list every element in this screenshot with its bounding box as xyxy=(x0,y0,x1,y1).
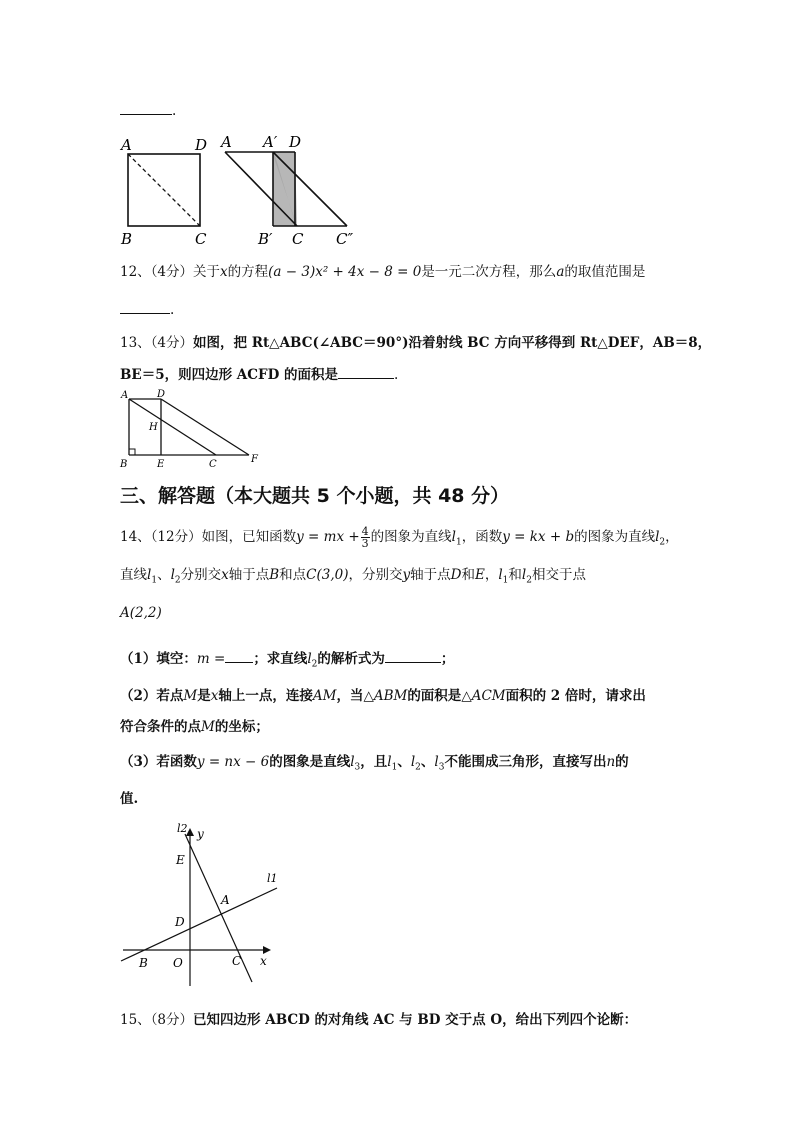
diagonal-ac xyxy=(128,154,200,226)
label-E: E xyxy=(176,853,185,867)
label-C: C xyxy=(195,230,207,248)
label-l2: l2 xyxy=(177,822,188,835)
x-axis-arrow xyxy=(263,946,271,954)
q15-text: 15、（8分）已知四边形 ABCD 的对角线 AC 与 BD 交于点 O，给出下列四个论断： xyxy=(120,1012,638,1028)
label-D: D xyxy=(195,136,208,154)
label-O: O xyxy=(173,956,183,970)
q14-part3-line1: （3）若函数y = nx − 6的图象是直线$l_3$，且$l_1$、$l_2$、$l_3$不能围成三角形，直接写出n的 xyxy=(120,754,629,773)
fraction-4-3: $\frac{4}{3}$ xyxy=(361,525,369,550)
answer-blank xyxy=(120,100,172,115)
right-angle-mark xyxy=(129,449,135,455)
q11-figure xyxy=(115,130,365,250)
label-A-prime: A′ xyxy=(263,133,278,151)
q13-figure xyxy=(115,387,275,473)
label-l1: l1 xyxy=(267,872,278,885)
label-D: D xyxy=(175,915,185,929)
label-C-double-prime: C″ xyxy=(336,230,354,248)
q12-text: 12、（4分）关于x的方程(a − 3)x² + 4x − 8 = 0是一元二次方程，那么a的取值范围是 xyxy=(120,264,646,280)
q14-line1: 14、（12分）如图，已知函数y = mx + $\frac{4}{3}$ 的图象为直线$l_1$，函数y = kx + b的图象为直线$l_2$， xyxy=(120,525,679,550)
q14-part1: （1）填空：m = ；求直线$l_2$的解析式为 ； xyxy=(120,648,454,675)
label-y: y xyxy=(197,827,204,841)
q11-answer-line: . xyxy=(120,100,176,121)
label-D2: D xyxy=(289,133,302,151)
answer-blank xyxy=(338,364,394,379)
answer-blank-m xyxy=(225,648,253,663)
label-C2: C xyxy=(292,230,304,248)
label-A2: A xyxy=(221,133,232,151)
label-C: C xyxy=(232,954,242,968)
q14-part3-line2: 值. xyxy=(120,791,139,807)
label-B-prime: B′ xyxy=(258,230,273,248)
q13-line1: 13、（4分）如图，把 Rt△ABC(∠ABC＝90°)沿着射线 BC 方向平移得到 Rt△DEF，AB＝8， xyxy=(120,335,712,351)
label-A: A xyxy=(121,136,132,154)
label-B: B xyxy=(139,956,148,970)
q13-line2: BE＝5，则四边形 ACFD 的面积是 . xyxy=(120,364,398,385)
q14-line2: 直线$l_1$、$l_2$分别交x轴于点B和点C(3,0)，分别交y轴于点D和E，$l_1$和$l_2$相交于点 xyxy=(120,567,586,586)
label-D: D xyxy=(157,389,166,400)
line-l2 xyxy=(185,834,252,982)
label-E: E xyxy=(157,459,165,470)
section-heading: 三、解答题（本大题共 5 个小题，共 48 分） xyxy=(120,485,510,507)
q14-line3 xyxy=(120,603,162,623)
q14-part2-line1: （2）若点M是x轴上一点，连接AM，当△ABM的面积是△ACM面积的 2 倍时，请求出 xyxy=(120,688,646,704)
label-A: A xyxy=(121,390,129,401)
q12-equation: (a − 3)x² + 4x − 8 = 0 xyxy=(268,264,422,280)
label-B: B xyxy=(120,459,128,470)
label-A: A xyxy=(221,893,230,907)
label-F: F xyxy=(251,454,258,465)
answer-blank-l2 xyxy=(385,648,441,663)
segment-ac xyxy=(129,399,216,455)
segment-df xyxy=(161,399,249,455)
q14-part2-line2: 符合条件的点M的坐标； xyxy=(120,719,269,735)
label-x: x xyxy=(260,954,267,968)
label-H: H xyxy=(149,422,158,433)
label-C: C xyxy=(209,459,217,470)
q14-coordinate-figure xyxy=(115,818,285,988)
q12-answer-line: . xyxy=(120,299,174,320)
label-B: B xyxy=(121,230,133,248)
answer-blank xyxy=(120,299,170,314)
point-a-coords: A(2,2) xyxy=(120,605,162,621)
